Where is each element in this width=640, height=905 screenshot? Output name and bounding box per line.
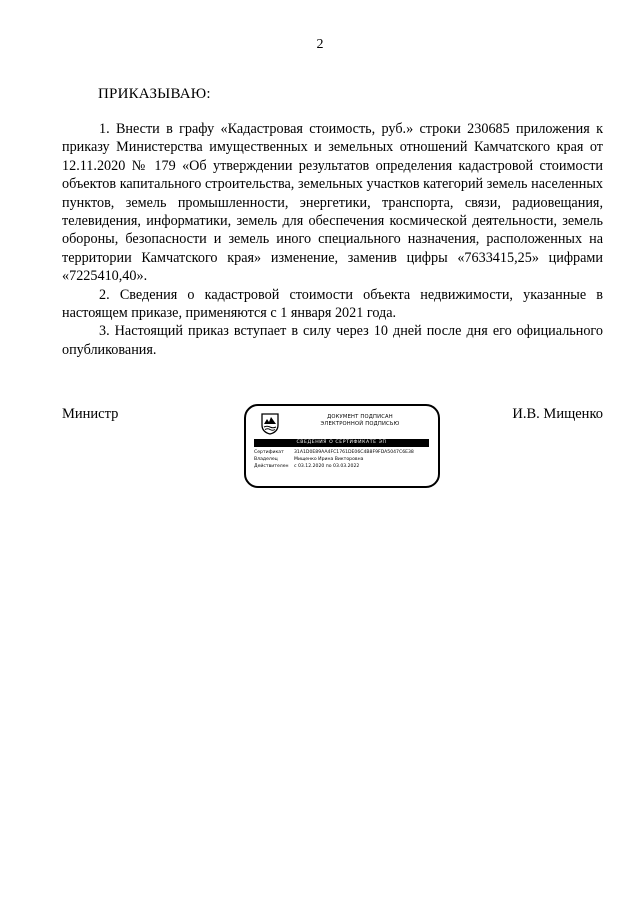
stamp-certificate-title: СВЕДЕНИЯ О СЕРТИФИКАТЕ ЭП xyxy=(254,439,429,447)
stamp-value: Мищенко Ирина Викторовна xyxy=(294,457,364,463)
kamchatka-emblem-icon xyxy=(260,413,280,435)
stamp-key: Сертификат xyxy=(254,450,284,455)
stamp-row-certificate xyxy=(254,450,432,456)
stamp-row-owner xyxy=(254,457,432,463)
stamp-key: Действителен xyxy=(254,464,289,470)
signature-block xyxy=(62,404,603,494)
order-heading: ПРИКАЗЫВАЮ: xyxy=(98,86,211,102)
stamp-key: Владелец xyxy=(254,457,278,463)
stamp-caption-line-1: ДОКУМЕНТ ПОДПИСАН xyxy=(327,414,393,420)
order-item-2: 2. Сведения о кадастровой стоимости объекта недвижимости, указанные в настоящем приказе, применяются с 1 января 2021 года. xyxy=(62,286,603,322)
order-item-1: 1. Внести в графу «Кадастровая стоимость, руб.» строки 230685 приложения к приказу Министерства имущественных и земельных отношений Камчатского края от 12.11.2020 № 179 «Об утверждении результатов определения кадастровой стоимости объектов капитального строительства, земельных участков категорий земель населенных пунктов, земель промышленности, энергетики, транспорта, связи, радиовещания, телевидения, информатики, земель для обеспечения космической деятельности, земель обороны, безопасности и земель иного специального назначения, расположенных на территории Камчатского края» изменение, заменив цифры «7633415,25» цифрами «7225410,40». xyxy=(62,121,603,285)
electronic-signature-stamp xyxy=(244,404,440,488)
signer-position: Министр xyxy=(62,406,119,422)
stamp-value: 31A1D0E89AA4FC1761DE06C4B8F9FDA5047C6E38 xyxy=(294,450,414,455)
stamp-row-validity xyxy=(254,464,432,470)
order-body xyxy=(62,120,603,359)
stamp-caption-line-2: ЭЛЕКТРОННОЙ ПОДПИСЬЮ xyxy=(320,420,400,427)
page-number: 2 xyxy=(316,37,324,52)
signer-name: И.В. Мищенко xyxy=(512,406,603,422)
stamp-caption xyxy=(290,414,430,427)
order-item-3: 3. Настоящий приказ вступает в силу через 10 дней после дня его официального опубликования. xyxy=(62,323,603,358)
stamp-certificate-details xyxy=(254,450,432,471)
stamp-value: с 03.12.2020 по 03.03.2022 xyxy=(294,464,360,470)
